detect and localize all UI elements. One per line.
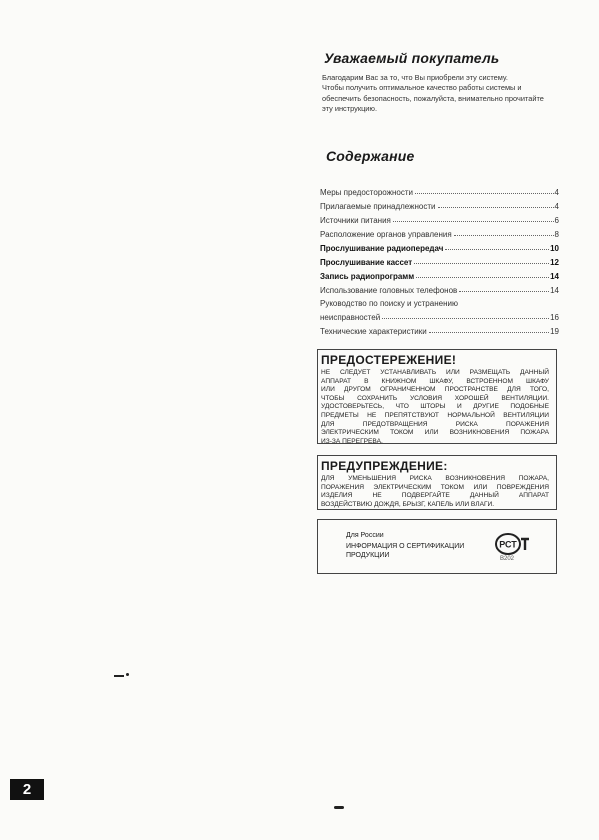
toc-item-troubleshooting bbox=[320, 295, 559, 308]
toc-item-controls bbox=[320, 225, 559, 239]
toc-item-text: Расположение органов управления bbox=[320, 230, 452, 239]
toc-item-cassettes bbox=[320, 253, 559, 267]
toc-item-precautions bbox=[320, 183, 559, 197]
toc-item-page: 4 bbox=[554, 202, 559, 211]
greeting-line: эту инструкцию. bbox=[322, 104, 378, 114]
toc-leader-dots bbox=[429, 331, 549, 333]
scan-speck bbox=[334, 806, 344, 809]
toc-item-text: Прилагаемые принадлежности bbox=[320, 202, 436, 211]
toc-item-troubleshooting-cont bbox=[320, 308, 559, 322]
cert-info bbox=[346, 542, 496, 560]
warning-line: ПОРАЖЕНИЯ ЭЛЕКТРИЧЕСКИМ ТОКОМ ИЛИ ПОВРЕЖДЕНИЯ bbox=[321, 483, 549, 491]
toc-leader-dots bbox=[445, 248, 549, 250]
caution-line: ИЛИ ДРУГОМ ОГРАНИЧЕННОМ ПРОСТРАНСТВЕ ДЛЯ ТОГО, bbox=[321, 386, 549, 394]
toc-item-recording bbox=[320, 267, 559, 281]
caution-line: НЕ СЛЕДУЕТ УСТАНАВЛИВАТЬ ИЛИ РАЗМЕЩАТЬ ДАННЫЙ bbox=[321, 369, 549, 376]
toc-leader-dots bbox=[393, 220, 554, 222]
caution-line: АППАРАТ В КНИЖНОМ ШКАФУ, ВСТРОЕННОМ ШКАФУ bbox=[321, 377, 549, 385]
toc-leader-dots bbox=[459, 290, 549, 292]
cert-code: В202 bbox=[500, 556, 515, 562]
toc-item-text: Источники питания bbox=[320, 216, 391, 225]
warning-title: ПРЕДУПРЕЖДЕНИЕ: bbox=[321, 459, 448, 473]
warning-line: ДЛЯ УМЕНЬШЕНИЯ РИСКА ВОЗНИКНОВЕНИЯ ПОЖАРА, bbox=[321, 475, 549, 482]
toc-item-accessories bbox=[320, 197, 559, 211]
caution-line: ЭЛЕКТРИЧЕСКИМ ТОКОМ ИЛИ ВОЗНИКНОВЕНИЯ ПОЖАРА bbox=[321, 429, 549, 437]
toc-item-text: Прослушивание радиопередач bbox=[320, 244, 444, 253]
toc-item-page: 8 bbox=[554, 230, 559, 239]
toc-item-text: Запись радиопрограмм bbox=[320, 272, 415, 281]
caution-box bbox=[317, 349, 557, 444]
caution-title: ПРЕДОСТЕРЕЖЕНИЕ! bbox=[321, 353, 457, 367]
caution-text bbox=[321, 369, 556, 446]
toc-item-page: 14 bbox=[550, 272, 559, 281]
warning-text bbox=[321, 475, 556, 509]
warning-line: ИЗДЕЛИЯ НЕ ПОДВЕРГАЙТЕ ДАННЫЙ АППАРАТ bbox=[321, 492, 549, 500]
toc-item-text: Использование головных телефонов bbox=[320, 286, 458, 295]
toc-item-page: 12 bbox=[550, 258, 559, 267]
cert-info-line: ПРОДУКЦИИ bbox=[346, 552, 390, 559]
greeting-text bbox=[322, 73, 562, 115]
greeting-title: Уважаемый покупатель bbox=[324, 50, 500, 66]
caution-line: ДЛЯ ПРЕДОТВРАЩЕНИЯ РИСКА ПОРАЖЕНИЯ bbox=[321, 420, 549, 428]
toc-item-page: 4 bbox=[554, 188, 559, 197]
toc-title: Содержание bbox=[326, 148, 415, 164]
greeting-line: Благодарим Вас за то, что Вы приобрели эту систему. bbox=[322, 73, 508, 82]
warning-box bbox=[317, 455, 557, 510]
toc-leader-dots bbox=[438, 206, 554, 208]
table-of-contents bbox=[320, 183, 559, 336]
toc-item-page: 10 bbox=[550, 244, 559, 253]
toc-leader-dots bbox=[416, 276, 549, 278]
caution-line: ЧТОБЫ СОХРАНИТЬ УСЛОВИЯ ХОРОШЕЙ ВЕНТИЛЯЦИИ. bbox=[321, 394, 549, 402]
toc-item-page: 14 bbox=[550, 286, 559, 295]
scan-speck bbox=[114, 675, 124, 677]
toc-item-text: Меры предосторожности bbox=[320, 188, 413, 197]
cert-for-russia: Для России bbox=[346, 532, 384, 539]
toc-item-radio bbox=[320, 239, 559, 253]
toc-item-power bbox=[320, 211, 559, 225]
toc-item-specifications bbox=[320, 322, 559, 336]
rst-logo-text: РСТ bbox=[499, 539, 517, 550]
toc-item-text: Технические характеристики bbox=[320, 327, 427, 336]
warning-line: ВОЗДЕЙСТВИЮ ДОЖДЯ, БРЫЗГ, КАПЕЛЬ ИЛИ ВЛАГИ. bbox=[321, 500, 495, 508]
greeting-line: обеспечить безопасность, пожалуйста, внимательно прочитайте bbox=[322, 93, 544, 103]
greeting-line: Чтобы получить оптимальное качество работы системы и bbox=[322, 83, 522, 93]
certification-box bbox=[317, 519, 557, 574]
caution-line: ИЗ-ЗА ПЕРЕГРЕВА. bbox=[321, 437, 383, 445]
toc-item-page: 19 bbox=[550, 327, 559, 336]
toc-item-text: Руководство по поиску и устранению bbox=[320, 299, 458, 308]
toc-leader-dots bbox=[414, 262, 549, 264]
caution-line: ПРЕДМЕТЫ НЕ ПРЕПЯТСТВУЮТ НОРМАЛЬНОЙ ВЕНТИЛЯЦИИ bbox=[321, 411, 549, 419]
toc-item-text: Прослушивание кассет bbox=[320, 258, 413, 267]
caution-line: УДОСТОВЕРЬТЕСЬ, ЧТО ШТОРЫ И ДРУГИЕ ПОДОБНЫЕ bbox=[321, 403, 549, 411]
cert-info-line: ИНФОРМАЦИЯ О СЕРТИФИКАЦИИ bbox=[346, 543, 465, 550]
toc-leader-dots bbox=[454, 234, 554, 236]
toc-item-text: неисправностей bbox=[320, 313, 381, 322]
toc-item-page: 16 bbox=[550, 313, 559, 322]
toc-item-page: 6 bbox=[554, 216, 559, 225]
toc-leader-dots bbox=[382, 317, 549, 319]
toc-leader-dots bbox=[415, 192, 554, 194]
scan-speck bbox=[126, 673, 129, 676]
page-number: 2 bbox=[10, 779, 44, 800]
toc-item-headphones bbox=[320, 281, 559, 295]
